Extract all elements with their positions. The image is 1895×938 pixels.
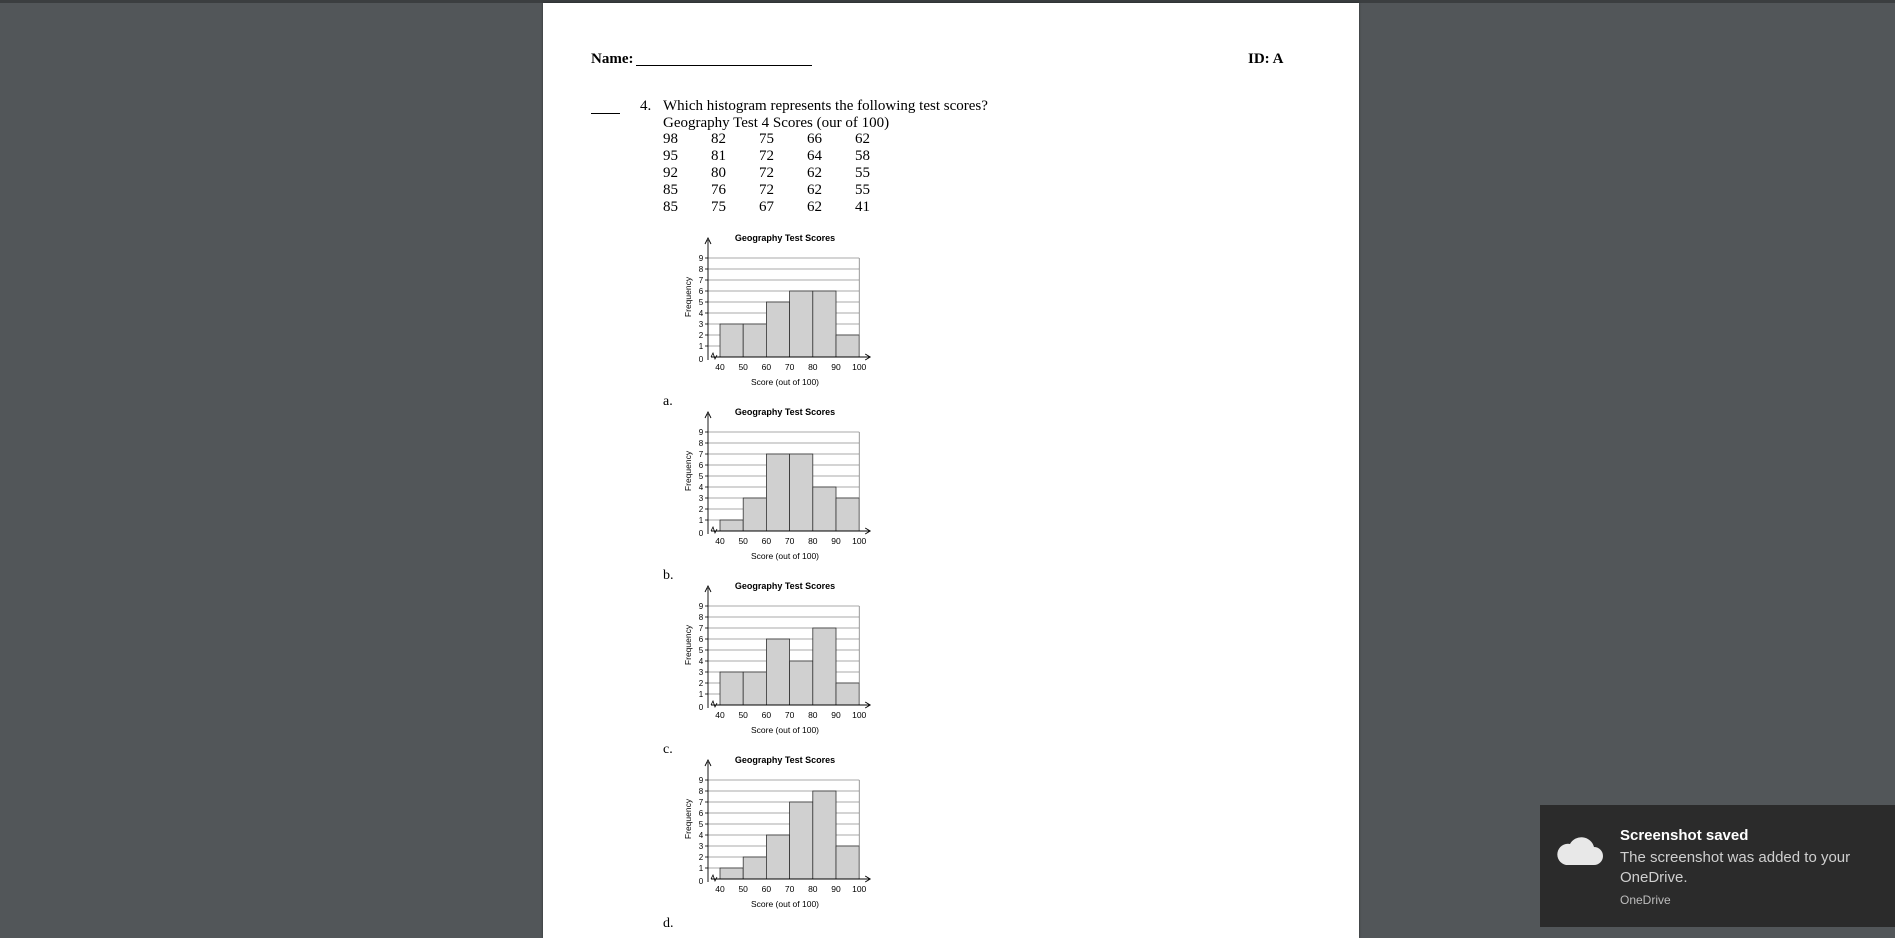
score-cell: 62	[807, 182, 822, 198]
y-axis-label: Frequency	[683, 276, 693, 318]
histogram-bar	[836, 335, 859, 357]
x-tick-label: 90	[831, 536, 841, 546]
y-tick-label: 5	[698, 472, 704, 481]
x-tick-label: 90	[831, 710, 841, 720]
table-row	[663, 131, 903, 148]
y-tick-label: 6	[698, 635, 704, 644]
x-tick-label: 80	[808, 536, 818, 546]
answer-blank-line	[591, 113, 620, 114]
x-tick-label: 80	[808, 710, 818, 720]
x-tick-label: 50	[738, 884, 748, 894]
table-row	[663, 199, 903, 216]
option-b-label: b.	[663, 568, 674, 583]
screenshot-saved-toast[interactable]	[1540, 805, 1895, 927]
pdf-page	[543, 3, 1359, 938]
table-row	[663, 182, 903, 199]
y-tick-label: 2	[698, 505, 704, 514]
score-cell: 75	[711, 199, 726, 215]
chart-title: Geography Test Scores	[734, 581, 836, 591]
axis-break-mark	[711, 875, 717, 881]
y-tick-label: 7	[698, 624, 704, 633]
y-tick-label: 7	[698, 276, 704, 285]
x-tick-label: 60	[761, 362, 772, 372]
y-tick-label: 3	[698, 320, 704, 329]
y-tick-label: 4	[698, 309, 704, 318]
x-tick-label: 100	[852, 884, 867, 894]
y-tick-label: 0	[698, 703, 704, 712]
histogram-bar	[720, 324, 743, 357]
y-tick-label: 1	[698, 516, 704, 525]
histogram-bar	[743, 857, 766, 879]
score-cell: 85	[663, 199, 678, 215]
histogram-bar	[766, 454, 789, 531]
y-tick-label: 0	[698, 529, 704, 538]
score-cell: 58	[855, 148, 870, 164]
x-tick-label: 100	[852, 710, 867, 720]
toast-app-name: OneDrive	[1620, 893, 1671, 907]
score-cell: 55	[855, 165, 870, 181]
y-tick-label: 4	[698, 657, 704, 666]
histogram-bar	[743, 324, 766, 357]
option-c-label: c.	[663, 742, 673, 757]
score-cell: 95	[663, 148, 678, 164]
chart-title: Geography Test Scores	[734, 233, 836, 243]
axis-break-mark	[711, 353, 717, 359]
x-tick-label: 100	[852, 536, 867, 546]
y-tick-label: 3	[698, 668, 704, 677]
y-tick-label: 5	[698, 298, 704, 307]
toast-title: Screenshot saved	[1620, 827, 1749, 844]
histogram-bar	[766, 639, 789, 705]
chart-title: Geography Test Scores	[734, 755, 836, 765]
y-tick-label: 6	[698, 461, 704, 470]
y-tick-label: 7	[698, 798, 704, 807]
histogram-bar	[790, 291, 813, 357]
histogram-bar	[813, 487, 836, 531]
y-tick-label: 2	[698, 853, 704, 862]
y-axis-label: Frequency	[683, 450, 693, 492]
score-cell: 85	[663, 182, 678, 198]
histogram-bar	[836, 846, 859, 879]
axis-break-mark	[711, 527, 717, 533]
table-row	[663, 165, 903, 182]
score-cell: 62	[855, 131, 870, 147]
score-cell: 72	[759, 148, 774, 164]
score-cell: 82	[711, 131, 726, 147]
y-tick-label: 7	[698, 450, 704, 459]
name-label: Name:	[591, 51, 634, 67]
score-cell: 92	[663, 165, 678, 181]
y-tick-label: 0	[698, 877, 704, 886]
histogram-bar	[766, 302, 789, 357]
axis-break-mark	[711, 701, 717, 707]
histogram-bar	[813, 628, 836, 705]
histogram-bar	[743, 498, 766, 531]
x-axis-label: Score (out of 100)	[750, 725, 820, 735]
x-tick-label: 70	[784, 710, 795, 720]
score-cell: 62	[807, 165, 822, 181]
histogram-bar	[720, 868, 743, 879]
score-cell: 98	[663, 131, 678, 147]
y-tick-label: 2	[698, 679, 704, 688]
score-cell: 72	[759, 182, 774, 198]
x-tick-label: 80	[808, 362, 818, 372]
x-axis-label: Score (out of 100)	[750, 899, 820, 909]
x-axis-label: Score (out of 100)	[750, 377, 820, 387]
y-tick-label: 8	[698, 265, 704, 274]
histogram-a	[683, 233, 913, 393]
onedrive-cloud-icon	[1554, 835, 1604, 869]
x-tick-label: 60	[761, 536, 772, 546]
y-tick-label: 8	[698, 439, 704, 448]
x-tick-label: 70	[784, 884, 795, 894]
y-tick-label: 5	[698, 820, 704, 829]
histogram-bar	[790, 802, 813, 879]
score-cell: 41	[855, 199, 870, 215]
histogram-c	[683, 581, 913, 741]
histogram-bar	[720, 672, 743, 705]
x-tick-label: 100	[852, 362, 867, 372]
question-subtitle: Geography Test 4 Scores (our of 100)	[663, 115, 890, 131]
histogram-bar	[813, 791, 836, 879]
x-tick-label: 40	[715, 710, 725, 720]
x-tick-label: 60	[761, 884, 772, 894]
histogram-bar	[813, 291, 836, 357]
x-tick-label: 50	[738, 362, 748, 372]
x-tick-label: 40	[715, 536, 725, 546]
y-axis-label: Frequency	[683, 798, 693, 840]
x-tick-label: 40	[715, 362, 725, 372]
y-tick-label: 1	[698, 342, 704, 351]
histogram-bar	[790, 454, 813, 531]
y-tick-label: 4	[698, 483, 704, 492]
y-tick-label: 9	[698, 776, 704, 785]
y-tick-label: 6	[698, 287, 704, 296]
histogram-bar	[766, 835, 789, 879]
question-number: 4.	[640, 98, 652, 114]
y-tick-label: 0	[698, 355, 704, 364]
histogram-b	[683, 407, 913, 567]
y-tick-label: 5	[698, 646, 704, 655]
y-tick-label: 3	[698, 842, 704, 851]
histogram-bar	[790, 661, 813, 705]
question-text: Which histogram represents the following test scores?	[663, 98, 988, 114]
option-d-label: d.	[663, 916, 674, 931]
x-tick-label: 50	[738, 536, 748, 546]
y-tick-label: 9	[698, 602, 704, 611]
score-cell: 55	[855, 182, 870, 198]
x-tick-label: 60	[761, 710, 772, 720]
y-tick-label: 4	[698, 831, 704, 840]
score-cell: 81	[711, 148, 726, 164]
score-cell: 66	[807, 131, 822, 147]
table-row	[663, 148, 903, 165]
toast-body: The screenshot was added to your OneDrive.	[1620, 849, 1851, 886]
score-cell: 76	[711, 182, 726, 198]
y-tick-label: 3	[698, 494, 704, 503]
x-tick-label: 70	[784, 362, 795, 372]
id-label: ID: A	[1248, 51, 1284, 67]
score-cell: 67	[759, 199, 774, 215]
x-tick-label: 70	[784, 536, 795, 546]
histogram-d	[683, 755, 913, 915]
histogram-bar	[720, 520, 743, 531]
x-axis-label: Score (out of 100)	[750, 551, 820, 561]
y-tick-label: 8	[698, 787, 704, 796]
x-tick-label: 90	[831, 884, 841, 894]
score-cell: 80	[711, 165, 726, 181]
score-cell: 75	[759, 131, 774, 147]
x-tick-label: 40	[715, 884, 725, 894]
y-tick-label: 9	[698, 428, 704, 437]
scores-table	[663, 131, 903, 216]
option-a-label: a.	[663, 394, 673, 409]
y-tick-label: 1	[698, 864, 704, 873]
y-tick-label: 6	[698, 809, 704, 818]
x-tick-label: 80	[808, 884, 818, 894]
histogram-bar	[743, 672, 766, 705]
name-blank-line	[636, 65, 812, 66]
score-cell: 72	[759, 165, 774, 181]
score-cell: 62	[807, 199, 822, 215]
y-axis-label: Frequency	[683, 624, 693, 666]
x-tick-label: 50	[738, 710, 748, 720]
histogram-bar	[836, 683, 859, 705]
chart-title: Geography Test Scores	[734, 407, 836, 417]
y-tick-label: 1	[698, 690, 704, 699]
histogram-bar	[836, 498, 859, 531]
y-tick-label: 9	[698, 254, 704, 263]
y-tick-label: 2	[698, 331, 704, 340]
y-tick-label: 8	[698, 613, 704, 622]
score-cell: 64	[807, 148, 822, 164]
x-tick-label: 90	[831, 362, 841, 372]
